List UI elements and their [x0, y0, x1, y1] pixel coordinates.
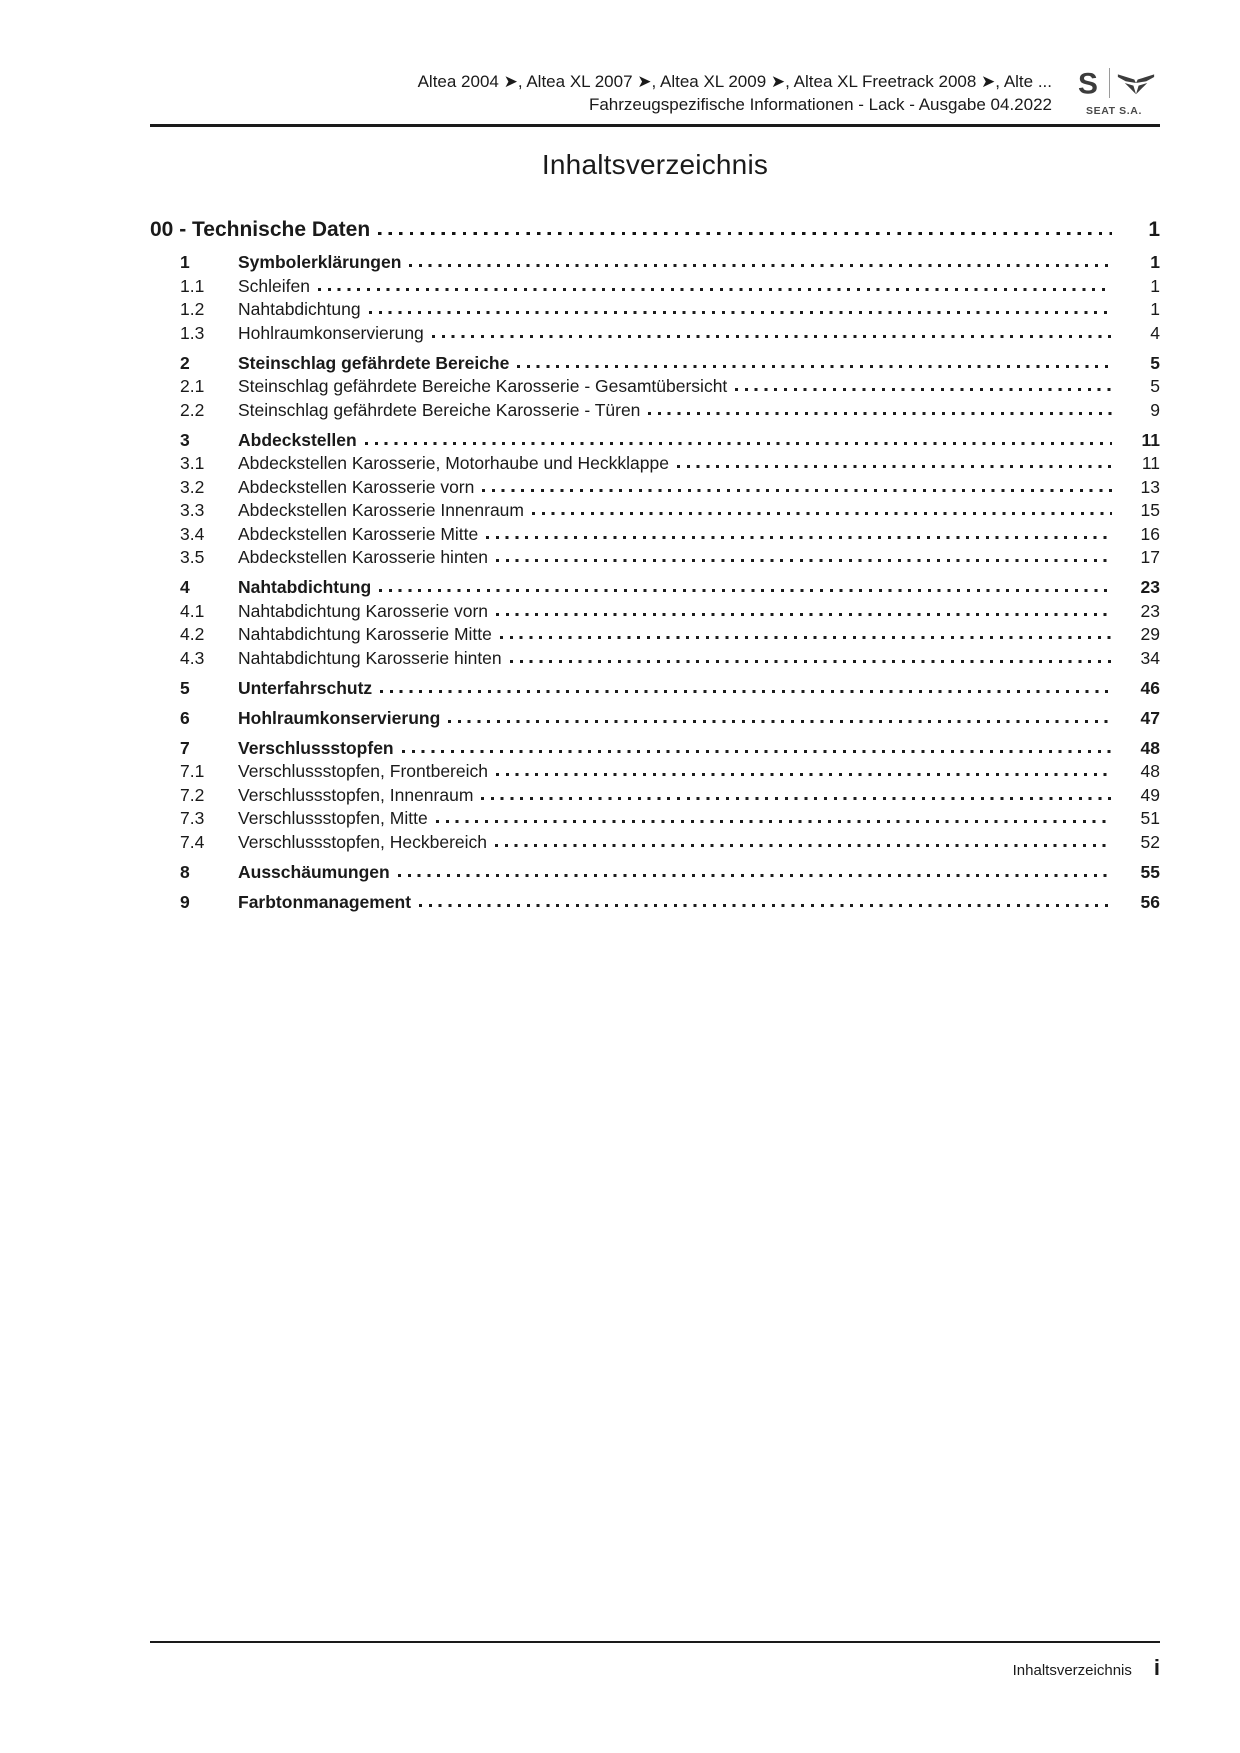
toc-entry-page: 52	[1140, 831, 1160, 852]
toc-entry-number: 3.1	[180, 453, 205, 473]
toc-entry-page: 23	[1140, 577, 1160, 597]
toc-entry-label: Unterfahrschutz	[238, 677, 373, 698]
toc-entry-number: 2	[180, 352, 190, 373]
toc-entry[interactable]	[150, 832, 1160, 853]
toc-entry-number: 3.2	[180, 476, 205, 497]
toc-entry[interactable]	[150, 524, 1160, 545]
toc-entry-number: 4.1	[180, 600, 205, 621]
dot-leader	[369, 311, 1112, 314]
toc-entry-label: Abdeckstellen Karosserie, Motorhaube und Heckklappe	[238, 453, 669, 473]
toc-entry-label: Verschlussstopfen, Innenraum	[238, 784, 474, 805]
dot-leader	[448, 720, 1112, 723]
dot-leader	[648, 412, 1112, 415]
toc-entry-number: 5	[180, 677, 190, 698]
toc-entry-page: 46	[1140, 677, 1160, 698]
toc-entry-page: 55	[1140, 861, 1160, 882]
toc-entry-label: Symbolerklärungen	[238, 252, 402, 272]
toc-entry-label: Steinschlag gefährdete Bereiche Karosserie - Gesamtübersicht	[238, 376, 728, 396]
toc-entry[interactable]	[150, 648, 1160, 669]
footer-section-label: Inhaltsverzeichnis	[1012, 1662, 1132, 1679]
page-header	[150, 0, 1160, 117]
dot-leader	[398, 874, 1112, 877]
toc-entry-label: Hohlraumkonservierung	[238, 707, 441, 728]
toc-entry-page: 15	[1140, 500, 1160, 520]
toc-entry-page: 5	[1150, 352, 1160, 373]
dot-leader	[517, 365, 1112, 368]
toc-entry-label: Verschlussstopfen	[238, 737, 394, 758]
header-info-line: Fahrzeugspezifische Informationen - Lack - Ausgabe 04.2022	[588, 95, 1052, 114]
toc-entry-page: 48	[1140, 761, 1160, 781]
toc-entry-number: 7.2	[180, 784, 205, 805]
header-models-line: Altea 2004 ➤, Altea XL 2007 ➤, Altea XL 2009 ➤, Altea XL Freetrack 2008 ➤, Alte ...	[417, 72, 1052, 91]
toc-entry-label: Steinschlag gefährdete Bereiche	[238, 352, 510, 373]
dot-leader	[481, 797, 1112, 800]
toc-entry-number: 1	[180, 252, 190, 272]
toc-entry-number: 2.1	[180, 376, 205, 396]
toc-entry-number: 7.4	[180, 831, 205, 852]
toc-entry[interactable]	[150, 477, 1160, 498]
toc-entry-label: Ausschäumungen	[238, 861, 390, 882]
toc-entry[interactable]	[150, 738, 1160, 759]
toc-entry-label: Nahtabdichtung Karosserie vorn	[238, 600, 489, 621]
toc-entry[interactable]	[150, 601, 1160, 622]
toc-entry[interactable]	[150, 453, 1160, 474]
page-footer	[150, 1641, 1160, 1681]
toc-entry-number: 2.2	[180, 399, 205, 420]
toc-entry-label: Nahtabdichtung	[238, 299, 361, 319]
toc-entry-page: 48	[1140, 737, 1160, 758]
toc-entry-label: 00 - Technische Daten	[150, 218, 371, 241]
toc-entry-number: 6	[180, 707, 190, 728]
toc-entry-page: 34	[1140, 647, 1160, 668]
dot-leader	[419, 904, 1112, 907]
dot-leader	[510, 660, 1112, 663]
toc-entry[interactable]	[150, 892, 1160, 913]
cupra-logo-icon	[1117, 70, 1155, 96]
toc-entry-label: Verschlussstopfen, Frontbereich	[238, 761, 488, 781]
footer-rule	[150, 1641, 1160, 1643]
toc-entry-label: Verschlussstopfen, Mitte	[238, 808, 428, 828]
toc-entry-number: 3.4	[180, 523, 205, 544]
dot-leader	[380, 690, 1112, 693]
toc-entry[interactable]	[150, 252, 1160, 273]
toc-entry-label: Hohlraumkonservierung	[238, 322, 424, 343]
toc-entry[interactable]	[150, 400, 1160, 421]
toc-entry[interactable]	[150, 500, 1160, 521]
svg-text:S: S	[1077, 68, 1098, 98]
toc-entry-number: 4.2	[180, 624, 205, 644]
toc-entry-page: 29	[1140, 624, 1160, 644]
dot-leader	[318, 288, 1112, 291]
toc-entry-label: Abdeckstellen Karosserie Innenraum	[238, 500, 524, 520]
toc-entry-page: 1	[1150, 275, 1160, 296]
toc-entry[interactable]	[150, 577, 1160, 598]
toc-entry-page: 9	[1150, 399, 1160, 420]
toc-entry-page: 23	[1140, 600, 1160, 621]
toc-entry-page: 5	[1150, 376, 1160, 396]
toc-entry-number: 7.1	[180, 761, 205, 781]
toc-entry-page: 56	[1140, 891, 1160, 912]
toc-entry[interactable]	[150, 862, 1160, 883]
toc-entry-number: 4	[180, 577, 190, 597]
toc-entry-page: 1	[1150, 252, 1160, 272]
logo-divider	[1109, 68, 1110, 98]
toc-entry-page: 51	[1140, 808, 1160, 828]
toc-entry-label: Abdeckstellen Karosserie hinten	[238, 547, 489, 567]
toc-entry-label: Nahtabdichtung	[238, 577, 372, 597]
dot-leader	[432, 335, 1112, 338]
toc-entry-page: 11	[1141, 453, 1160, 473]
toc-entry[interactable]	[150, 761, 1160, 782]
dot-leader	[495, 844, 1112, 847]
toc-entry-page: 17	[1140, 547, 1160, 567]
toc-entry-number: 8	[180, 861, 190, 882]
toc-entry-label: Steinschlag gefährdete Bereiche Karosserie - Türen	[238, 399, 641, 420]
toc-entry[interactable]	[150, 547, 1160, 568]
dot-leader	[379, 589, 1112, 592]
page-title: Inhaltsverzeichnis	[541, 149, 769, 180]
toc-entry[interactable]	[150, 217, 1160, 243]
toc-entry-page: 11	[1141, 429, 1160, 450]
toc-entry-label: Schleifen	[238, 275, 310, 296]
toc-entry-page: 1	[1150, 299, 1160, 319]
toc-entry-number: 1.2	[180, 299, 205, 319]
toc-entry[interactable]	[150, 323, 1160, 344]
footer-page-number: i	[1153, 1655, 1160, 1680]
toc-entry-page: 47	[1140, 707, 1160, 728]
toc-entry-label: Nahtabdichtung Karosserie hinten	[238, 647, 502, 668]
toc-entry-label: Abdeckstellen Karosserie Mitte	[238, 523, 479, 544]
header-rule	[150, 124, 1160, 127]
dot-leader	[532, 512, 1112, 515]
brand-logo	[1068, 66, 1160, 117]
toc-entry-page: 49	[1140, 784, 1160, 805]
dot-leader	[496, 559, 1112, 562]
toc-entry-label: Nahtabdichtung Karosserie Mitte	[238, 624, 492, 644]
toc-entry-number: 1.3	[180, 322, 205, 343]
logo-caption: SEAT S.A.	[1086, 105, 1142, 117]
dot-leader	[500, 636, 1112, 639]
toc-entry-number: 9	[180, 891, 190, 912]
toc-entry[interactable]	[150, 808, 1160, 829]
toc-entry-label: Abdeckstellen	[238, 429, 357, 450]
toc-entry-page: 13	[1140, 476, 1160, 497]
dot-leader	[677, 465, 1112, 468]
toc-entry-label: Verschlussstopfen, Heckbereich	[238, 831, 488, 852]
toc-entry[interactable]	[150, 299, 1160, 320]
toc-entry[interactable]	[150, 276, 1160, 297]
toc-entry[interactable]	[150, 353, 1160, 374]
toc-entry-number: 3.5	[180, 547, 205, 567]
dot-leader	[378, 232, 1112, 235]
dot-leader	[496, 613, 1112, 616]
toc-entry[interactable]	[150, 785, 1160, 806]
toc-entry-number: 7.3	[180, 808, 205, 828]
dot-leader	[486, 536, 1112, 539]
toc-entry[interactable]	[150, 376, 1160, 397]
toc-entry[interactable]	[150, 624, 1160, 645]
dot-leader	[436, 820, 1112, 823]
dot-leader	[365, 442, 1112, 445]
toc-entry-page: 4	[1150, 322, 1160, 343]
toc-entry-page: 1	[1148, 218, 1160, 241]
toc-entry-label: Abdeckstellen Karosserie vorn	[238, 476, 475, 497]
toc-entry-page: 16	[1140, 523, 1160, 544]
table-of-contents	[150, 217, 1160, 913]
dot-leader	[402, 750, 1112, 753]
toc-entry-label: Farbtonmanagement	[238, 891, 412, 912]
toc-entry[interactable]	[150, 708, 1160, 729]
toc-entry-number: 1.1	[180, 275, 205, 296]
seat-logo-icon	[1074, 68, 1102, 98]
toc-entry-number: 3	[180, 429, 190, 450]
toc-entry-number: 3.3	[180, 500, 205, 520]
dot-leader	[496, 773, 1112, 776]
toc-entry-number: 4.3	[180, 647, 205, 668]
dot-leader	[409, 264, 1112, 267]
dot-leader	[482, 489, 1112, 492]
dot-leader	[735, 388, 1112, 391]
toc-entry-number: 7	[180, 737, 190, 758]
toc-entry[interactable]	[150, 678, 1160, 699]
toc-entry[interactable]	[150, 430, 1160, 451]
